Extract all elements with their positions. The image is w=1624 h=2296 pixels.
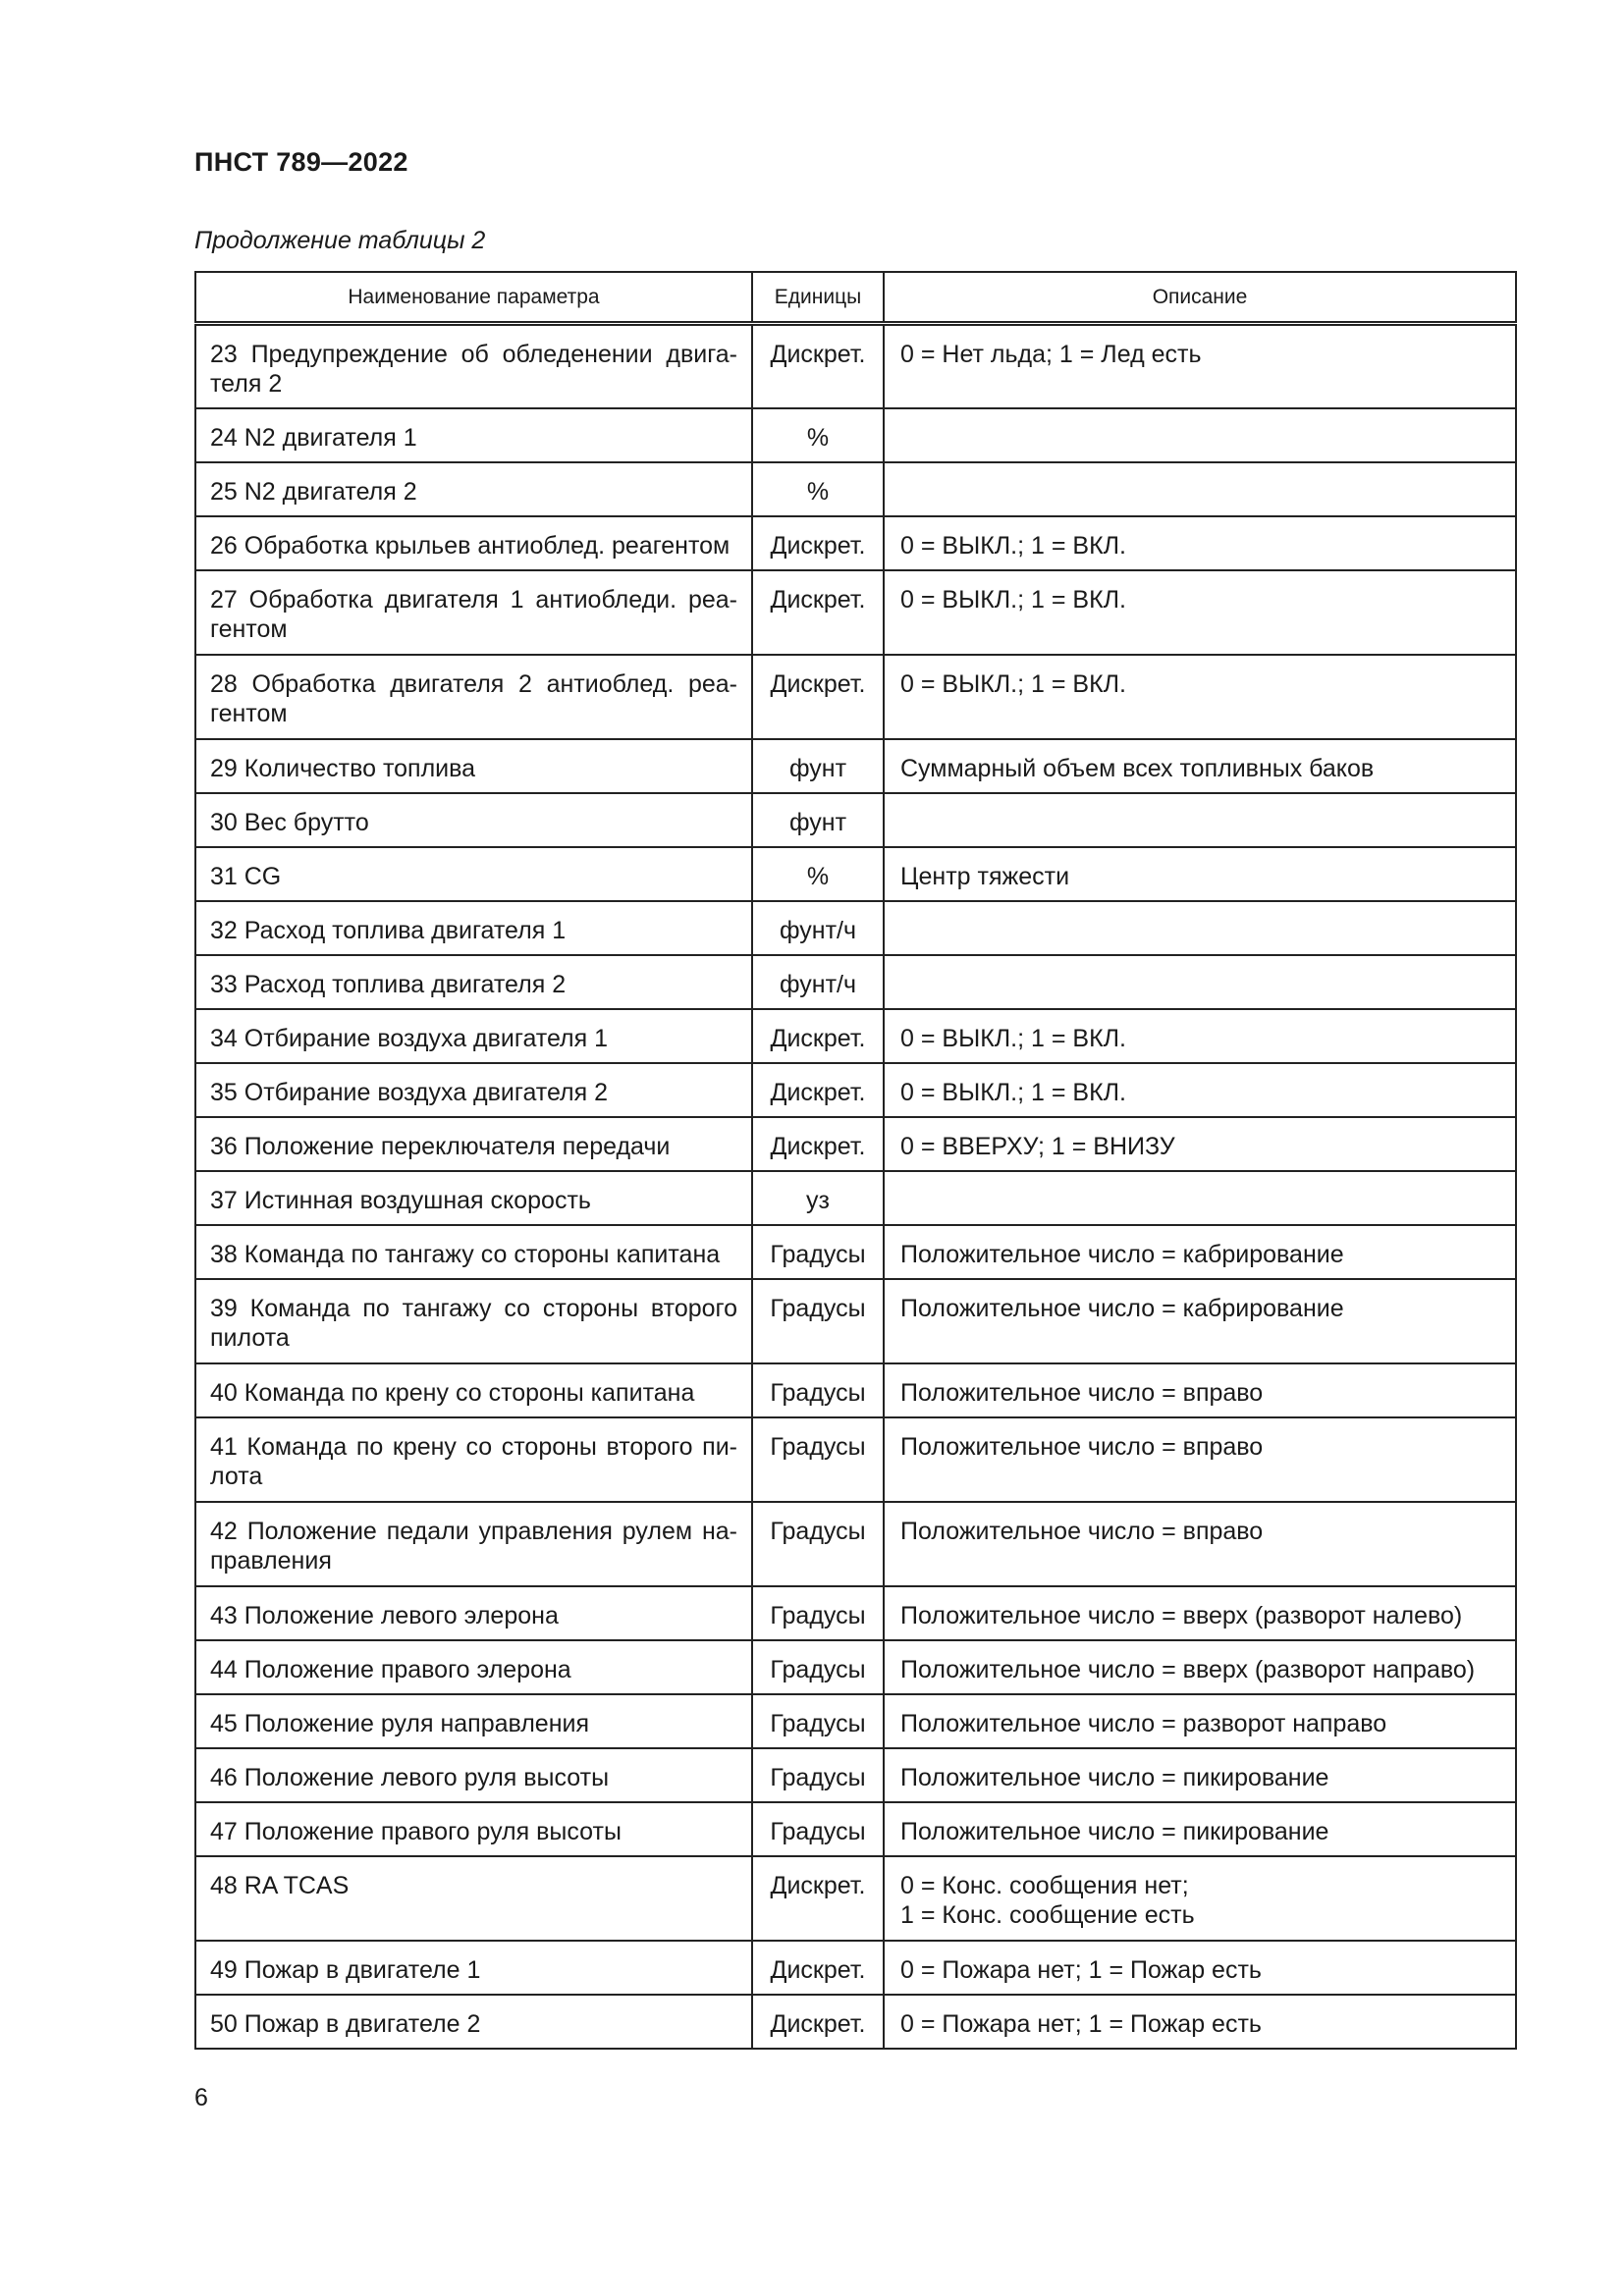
table-row xyxy=(195,462,1516,516)
unit-cell: Дискрет. xyxy=(752,655,884,739)
column-header-unit: Единицы xyxy=(752,272,884,324)
parameter-name-cell: 49 Пожар в двигателе 1 xyxy=(195,1941,752,1995)
table-row xyxy=(195,1279,1516,1363)
table-row xyxy=(195,739,1516,793)
unit-cell: фунт/ч xyxy=(752,901,884,955)
parameter-name-cell: 40 Команда по крену со стороны капитана xyxy=(195,1363,752,1417)
parameter-name-cell: 47 Положение правого руля высоты xyxy=(195,1802,752,1856)
table-row xyxy=(195,1748,1516,1802)
description-cell: 0 = ВЫКЛ.; 1 = ВКЛ. xyxy=(884,1063,1516,1117)
unit-cell: Дискрет. xyxy=(752,570,884,655)
parameter-name-cell: 31 CG xyxy=(195,847,752,901)
unit-cell: Дискрет. xyxy=(752,324,884,408)
description-cell: Положительное число = вправо xyxy=(884,1502,1516,1586)
page-number: 6 xyxy=(194,2084,208,2111)
parameter-name-cell: 38 Команда по тангажу со стороны капитана xyxy=(195,1225,752,1279)
parameter-name-cell: 24 N2 двигателя 1 xyxy=(195,408,752,462)
table-row xyxy=(195,1502,1516,1586)
unit-cell: фунт xyxy=(752,739,884,793)
unit-cell: Дискрет. xyxy=(752,1856,884,1941)
parameter-name-cell: 43 Положение левого элерона xyxy=(195,1586,752,1640)
parameter-name-cell: 46 Положение левого руля высоты xyxy=(195,1748,752,1802)
parameter-name-cell: 32 Расход топлива двигателя 1 xyxy=(195,901,752,955)
table-row xyxy=(195,793,1516,847)
unit-cell: % xyxy=(752,847,884,901)
table-row xyxy=(195,1363,1516,1417)
description-cell: 0 = Нет льда; 1 = Лед есть xyxy=(884,324,1516,408)
table-row xyxy=(195,901,1516,955)
parameter-name-cell: 26 Обработка крыльев антиоблед. реагентом xyxy=(195,516,752,570)
table-row xyxy=(195,1171,1516,1225)
unit-cell: Градусы xyxy=(752,1694,884,1748)
unit-cell: Градусы xyxy=(752,1502,884,1586)
parameter-name-cell: 41 Команда по крену со стороны второго пилота xyxy=(195,1417,752,1502)
document-standard-header: ПНСТ 789—2022 xyxy=(194,147,408,177)
unit-cell: Дискрет. xyxy=(752,1117,884,1171)
unit-cell: % xyxy=(752,408,884,462)
description-cell xyxy=(884,462,1516,516)
parameter-name-cell: 30 Вес брутто xyxy=(195,793,752,847)
table-row xyxy=(195,1417,1516,1502)
table-row xyxy=(195,847,1516,901)
parameter-name-cell: 35 Отбирание воздуха двигателя 2 xyxy=(195,1063,752,1117)
table-row xyxy=(195,1225,1516,1279)
unit-cell: Градусы xyxy=(752,1802,884,1856)
description-cell: Положительное число = кабрирование xyxy=(884,1279,1516,1363)
description-cell: 0 = ВЫКЛ.; 1 = ВКЛ. xyxy=(884,516,1516,570)
parameter-name-cell: 45 Положение руля направления xyxy=(195,1694,752,1748)
table-row xyxy=(195,1941,1516,1995)
unit-cell: Дискрет. xyxy=(752,1009,884,1063)
parameter-name-cell: 44 Положение правого элерона xyxy=(195,1640,752,1694)
table-row xyxy=(195,1694,1516,1748)
table-row xyxy=(195,1856,1516,1941)
parameter-name-cell: 23 Предупреждение об обледенении двигателя 2 xyxy=(195,324,752,408)
description-cell: Положительное число = пикирование xyxy=(884,1802,1516,1856)
unit-cell: Градусы xyxy=(752,1417,884,1502)
parameter-name-cell: 33 Расход топлива двигателя 2 xyxy=(195,955,752,1009)
table-row xyxy=(195,324,1516,408)
table-row xyxy=(195,1802,1516,1856)
description-cell: Положительное число = разворот направо xyxy=(884,1694,1516,1748)
description-cell: 0 = ВВЕРХУ; 1 = ВНИЗУ xyxy=(884,1117,1516,1171)
parameter-name-cell: 42 Положение педали управления рулем направления xyxy=(195,1502,752,1586)
unit-cell: % xyxy=(752,462,884,516)
table-header-row xyxy=(195,272,1516,324)
parameter-name-cell: 25 N2 двигателя 2 xyxy=(195,462,752,516)
table-row xyxy=(195,1995,1516,2049)
unit-cell: Градусы xyxy=(752,1363,884,1417)
description-cell xyxy=(884,1171,1516,1225)
unit-cell: фунт/ч xyxy=(752,955,884,1009)
unit-cell: Дискрет. xyxy=(752,516,884,570)
table-row xyxy=(195,1640,1516,1694)
description-cell: Положительное число = пикирование xyxy=(884,1748,1516,1802)
table-row xyxy=(195,408,1516,462)
description-cell: Положительное число = вверх (разворот налево) xyxy=(884,1586,1516,1640)
column-header-name: Наименование параметра xyxy=(195,272,752,324)
description-cell xyxy=(884,955,1516,1009)
parameter-name-cell: 37 Истинная воздушная скорость xyxy=(195,1171,752,1225)
description-cell: 0 = Пожара нет; 1 = Пожар есть xyxy=(884,1995,1516,2049)
parameter-name-cell: 29 Количество топлива xyxy=(195,739,752,793)
description-cell: Суммарный объем всех топливных баков xyxy=(884,739,1516,793)
table-row xyxy=(195,570,1516,655)
parameter-name-cell: 28 Обработка двигателя 2 антиоблед. реагентом xyxy=(195,655,752,739)
description-cell xyxy=(884,408,1516,462)
table-row xyxy=(195,516,1516,570)
description-cell: Положительное число = вверх (разворот направо) xyxy=(884,1640,1516,1694)
description-cell: 0 = ВЫКЛ.; 1 = ВКЛ. xyxy=(884,655,1516,739)
parameters-table xyxy=(194,271,1517,2050)
unit-cell: Дискрет. xyxy=(752,1995,884,2049)
table-caption: Продолжение таблицы 2 xyxy=(194,227,486,254)
unit-cell: Градусы xyxy=(752,1586,884,1640)
description-cell xyxy=(884,793,1516,847)
parameter-name-cell: 27 Обработка двигателя 1 антиобледи. реагентом xyxy=(195,570,752,655)
parameter-name-cell: 39 Команда по тангажу со стороны второго пилота xyxy=(195,1279,752,1363)
table-row xyxy=(195,1009,1516,1063)
description-cell: 0 = ВЫКЛ.; 1 = ВКЛ. xyxy=(884,1009,1516,1063)
table-row xyxy=(195,955,1516,1009)
unit-cell: фунт xyxy=(752,793,884,847)
unit-cell: уз xyxy=(752,1171,884,1225)
parameter-name-cell: 50 Пожар в двигателе 2 xyxy=(195,1995,752,2049)
parameter-name-cell: 34 Отбирание воздуха двигателя 1 xyxy=(195,1009,752,1063)
description-cell xyxy=(884,901,1516,955)
unit-cell: Дискрет. xyxy=(752,1941,884,1995)
parameter-name-cell: 36 Положение переключателя передачи xyxy=(195,1117,752,1171)
description-cell: Положительное число = кабрирование xyxy=(884,1225,1516,1279)
unit-cell: Градусы xyxy=(752,1640,884,1694)
table-row xyxy=(195,1586,1516,1640)
parameter-name-cell: 48 RA TCAS xyxy=(195,1856,752,1941)
unit-cell: Градусы xyxy=(752,1225,884,1279)
description-cell: Центр тяжести xyxy=(884,847,1516,901)
table-row xyxy=(195,1117,1516,1171)
description-cell: Положительное число = вправо xyxy=(884,1363,1516,1417)
column-header-description: Описание xyxy=(884,272,1516,324)
description-cell: 0 = Пожара нет; 1 = Пожар есть xyxy=(884,1941,1516,1995)
unit-cell: Градусы xyxy=(752,1279,884,1363)
table-row xyxy=(195,655,1516,739)
description-cell: 0 = ВЫКЛ.; 1 = ВКЛ. xyxy=(884,570,1516,655)
unit-cell: Градусы xyxy=(752,1748,884,1802)
description-cell: Положительное число = вправо xyxy=(884,1417,1516,1502)
description-cell: 0 = Конс. сообщения нет; 1 = Конс. сообщение есть xyxy=(884,1856,1516,1941)
table-row xyxy=(195,1063,1516,1117)
unit-cell: Дискрет. xyxy=(752,1063,884,1117)
